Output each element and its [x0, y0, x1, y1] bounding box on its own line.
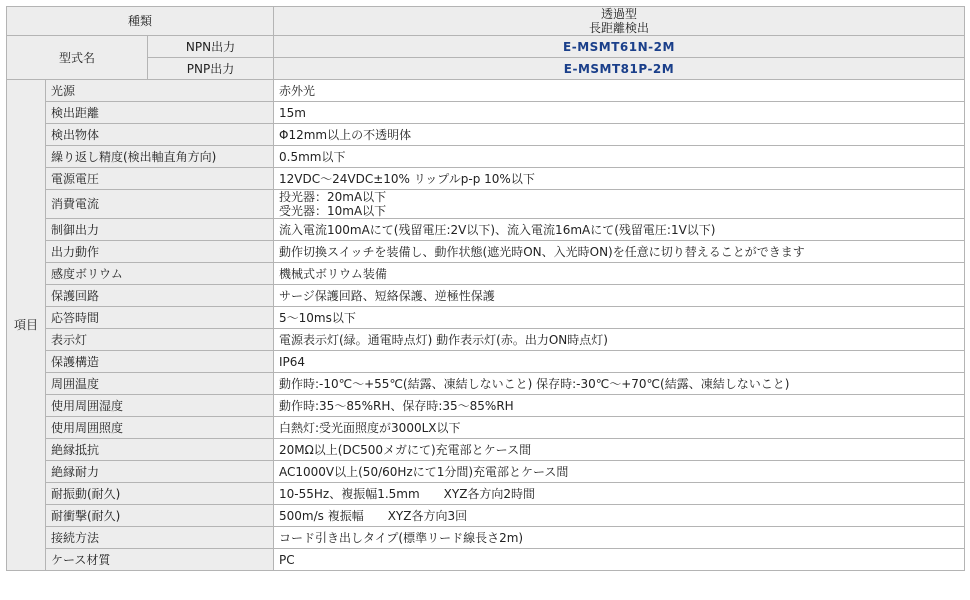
- spec-label: 使用周囲湿度: [46, 395, 274, 417]
- spec-label: 電源電圧: [46, 168, 274, 190]
- spec-value: AC1000V以上(50/60Hzにて1分間)充電部とケース間: [274, 461, 965, 483]
- spec-label: 周囲温度: [46, 373, 274, 395]
- spec-label: 応答時間: [46, 307, 274, 329]
- table-row: [7, 373, 965, 395]
- spec-value: サージ保護回路、短絡保護、逆極性保護: [274, 285, 965, 307]
- spec-value: 5～10ms以下: [274, 307, 965, 329]
- table-row: [7, 285, 965, 307]
- category-header: 種類: [7, 7, 274, 36]
- spec-value: 12VDC～24VDC±10% リップルp-p 10%以下: [274, 168, 965, 190]
- table-row: [7, 36, 965, 58]
- spec-value: 15m: [274, 102, 965, 124]
- spec-value: 流入電流100mAにて(残留電圧:2V以下)、流入電流16mAにて(残留電圧:1V以下): [274, 219, 965, 241]
- spec-label: 保護回路: [46, 285, 274, 307]
- table-row: [7, 146, 965, 168]
- table-row: [7, 7, 965, 36]
- product-type-line1: 透過型: [600, 7, 637, 21]
- spec-value: 動作時:-10℃～+55℃(結露、凍結しないこと) 保存時:-30℃～+70℃(結露、凍結しないこと): [274, 373, 965, 395]
- table-row: [7, 124, 965, 146]
- spec-value-line: 投光器：20mA以下: [279, 190, 387, 204]
- spec-value: 動作時:35～85%RH、保存時:35～85%RH: [274, 395, 965, 417]
- table-row: [7, 483, 965, 505]
- spec-value: コード引き出しタイプ(標準リード線長さ2m): [274, 527, 965, 549]
- npn-model-number: E-MSMT61N-2M: [274, 36, 965, 58]
- table-row: [7, 190, 965, 219]
- spec-value: 動作切換スイッチを装備し、動作状態(遮光時ON、入光時ON)を任意に切り替えることができます: [274, 241, 965, 263]
- spec-label: 表示灯: [46, 329, 274, 351]
- spec-value: IP64: [274, 351, 965, 373]
- spec-value: 10-55Hz、複振幅1.5mm XYZ各方向2時間: [274, 483, 965, 505]
- spec-label: 耐振動(耐久): [46, 483, 274, 505]
- spec-label: 絶縁耐力: [46, 461, 274, 483]
- table-row: [7, 527, 965, 549]
- table-row: [7, 329, 965, 351]
- spec-value: 白熱灯:受光面照度が3000LX以下: [274, 417, 965, 439]
- pnp-model-number: E-MSMT81P-2M: [274, 58, 965, 80]
- table-row: [7, 263, 965, 285]
- spec-value: PC: [274, 549, 965, 571]
- spec-label: ケース材質: [46, 549, 274, 571]
- spec-value: 赤外光: [274, 80, 965, 102]
- spec-value: 電源表示灯(緑。通電時点灯) 動作表示灯(赤。出力ON時点灯): [274, 329, 965, 351]
- table-row: [7, 395, 965, 417]
- table-row: [7, 168, 965, 190]
- table-row: [7, 58, 965, 80]
- spec-label: 制御出力: [46, 219, 274, 241]
- table-row: [7, 417, 965, 439]
- spec-label: 消費電流: [46, 190, 274, 219]
- pnp-output-label: PNP出力: [148, 58, 274, 80]
- spec-label: 感度ボリウム: [46, 263, 274, 285]
- table-row: [7, 351, 965, 373]
- table-row: [7, 241, 965, 263]
- table-row: [7, 307, 965, 329]
- spec-value-line: 受光器：10mA以下: [279, 204, 387, 218]
- spec-label: 絶縁抵抗: [46, 439, 274, 461]
- model-name-label: 型式名: [7, 36, 148, 80]
- spec-value: Φ12mm以上の不透明体: [274, 124, 965, 146]
- table-row: [7, 80, 965, 102]
- product-type-header: [274, 7, 965, 36]
- spec-value: 500m/s 複振幅 XYZ各方向3回: [274, 505, 965, 527]
- spec-label: 耐衝撃(耐久): [46, 505, 274, 527]
- spec-value: 機械式ボリウム装備: [274, 263, 965, 285]
- spec-label: 繰り返し精度(検出軸直角方向): [46, 146, 274, 168]
- spec-value: 0.5mm以下: [274, 146, 965, 168]
- spec-label: 検出物体: [46, 124, 274, 146]
- spec-value: 20MΩ以上(DC500メガにて)充電部とケース間: [274, 439, 965, 461]
- spec-label: 光源: [46, 80, 274, 102]
- spec-label: 出力動作: [46, 241, 274, 263]
- product-type-line2: 長距離検出: [588, 21, 649, 35]
- spec-label: 接続方法: [46, 527, 274, 549]
- spec-table: [6, 6, 965, 571]
- npn-output-label: NPN出力: [148, 36, 274, 58]
- table-row: [7, 439, 965, 461]
- spec-value: [274, 190, 965, 219]
- spec-label: 保護構造: [46, 351, 274, 373]
- table-row: [7, 219, 965, 241]
- spec-label: 検出距離: [46, 102, 274, 124]
- spec-label: 使用周囲照度: [46, 417, 274, 439]
- table-row: [7, 505, 965, 527]
- items-side-label: 項目: [7, 80, 46, 571]
- table-row: [7, 461, 965, 483]
- table-row: [7, 549, 965, 571]
- table-row: [7, 102, 965, 124]
